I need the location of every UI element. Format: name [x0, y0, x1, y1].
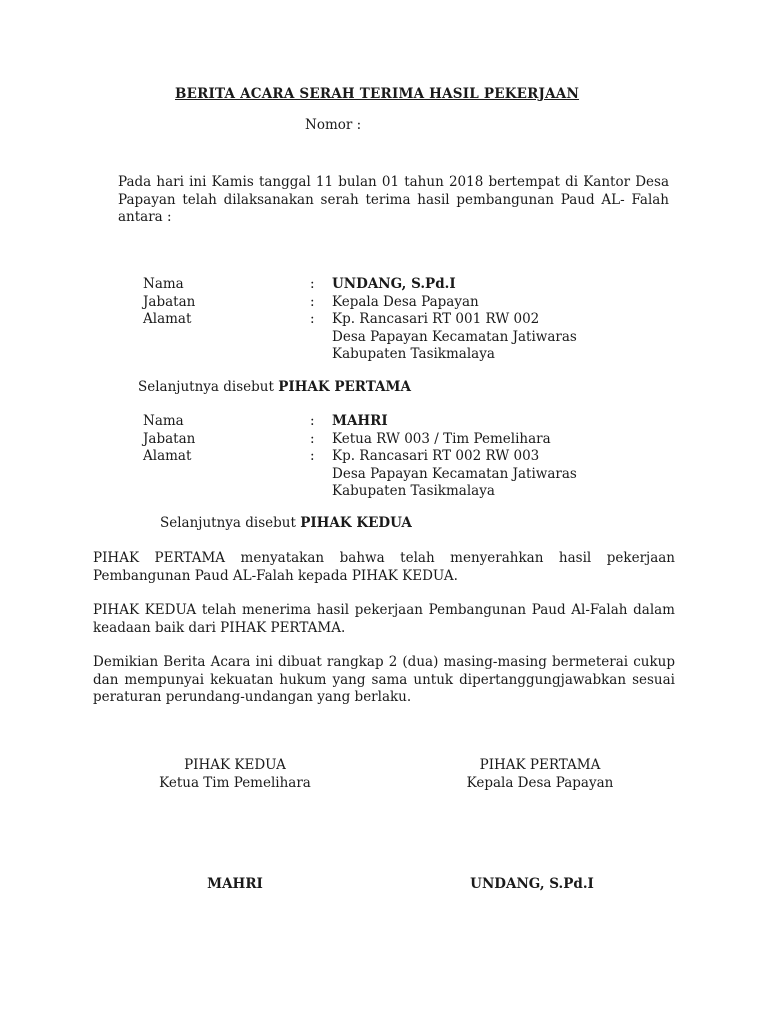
pihak-kedua-nama: MAHRI [332, 413, 388, 429]
signature-left-position: Ketua Tim Pemelihara [159, 775, 311, 791]
pihak-kedua-alamat-row [143, 448, 643, 466]
jabatan-label: Jabatan [143, 293, 196, 310]
alamat-label: Alamat [143, 311, 192, 327]
selanjutnya-pihak-pertama [138, 379, 411, 395]
separator: : [310, 448, 315, 464]
jabatan-label: Jabatan [143, 430, 196, 447]
selanjutnya-prefix: Selanjutnya disebut [160, 515, 301, 531]
separator: : [310, 276, 315, 292]
separator: : [310, 311, 315, 327]
alamat-label: Alamat [143, 448, 192, 464]
signature-block-right [430, 756, 650, 792]
selanjutnya-pihak-kedua [160, 515, 412, 531]
separator: : [310, 293, 315, 310]
pihak-pertama-alamat-2: Desa Papayan Kecamatan Jatiwaras [332, 328, 577, 345]
pihak-kedua-designation: PIHAK KEDUA [300, 515, 412, 531]
separator: : [310, 413, 315, 429]
pihak-pertama-designation: PIHAK PERTAMA [278, 379, 411, 395]
pihak-kedua-jabatan: Ketua RW 003 / Tim Pemelihara [332, 430, 551, 447]
nomor-label: Nomor : [305, 117, 362, 133]
pihak-pertama-alamat-row [143, 311, 643, 329]
pihak-pertama-details [143, 276, 643, 364]
pihak-pertama-nama: UNDANG, S.Pd.I [332, 276, 456, 292]
pihak-pertama-jabatan-row [143, 294, 643, 312]
body-paragraph-1: PIHAK PERTAMA menyatakan bahwa telah menyerahkan hasil pekerjaan Pembangunan Paud AL-Falah kepada PIHAK KEDUA. [93, 550, 675, 584]
nama-label: Nama [143, 413, 184, 429]
pihak-pertama-jabatan: Kepala Desa Papayan [332, 293, 479, 310]
pihak-kedua-alamat-1: Kp. Rancasari RT 002 RW 003 [332, 448, 540, 464]
document-title: BERITA ACARA SERAH TERIMA HASIL PEKERJAAN [175, 86, 580, 102]
signature-right-name: UNDANG, S.Pd.I [470, 876, 594, 892]
signature-right-position: Kepala Desa Papayan [466, 775, 614, 791]
body-paragraph-2: PIHAK KEDUA telah menerima hasil pekerjaan Pembangunan Paud Al-Falah dalam keadaan baik dari PIHAK PERTAMA. [93, 602, 675, 636]
pihak-kedua-details [143, 413, 643, 501]
pihak-kedua-jabatan-row [143, 431, 643, 449]
intro-paragraph: Pada hari ini Kamis tanggal 11 bulan 01 tahun 2018 bertempat di Kantor Desa Papayan telah dilaksanakan serah terima hasil pembangunan Paud AL- Falah antara : [118, 174, 669, 225]
pihak-pertama-alamat-3: Kabupaten Tasikmalaya [332, 346, 495, 362]
body-paragraph-3: Demikian Berita Acara ini dibuat rangkap 2 (dua) masing-masing bermeterai cukup dan mempunyai kekuatan hukum yang sama untuk dipertanggungjawabkan sesuai peraturan perundang-undangan yang berlaku. [93, 654, 675, 705]
signature-left-name: MAHRI [207, 876, 263, 892]
pihak-pertama-nama-row [143, 276, 643, 294]
selanjutnya-prefix: Selanjutnya disebut [138, 379, 279, 395]
pihak-pertama-alamat-1: Kp. Rancasari RT 001 RW 002 [332, 311, 540, 327]
separator: : [310, 430, 315, 447]
pihak-kedua-alamat-3: Kabupaten Tasikmalaya [332, 483, 495, 499]
signature-right-role: PIHAK PERTAMA [479, 757, 601, 773]
pihak-kedua-alamat-2: Desa Papayan Kecamatan Jatiwaras [332, 465, 577, 482]
signature-block-left [125, 756, 345, 792]
pihak-kedua-nama-row [143, 413, 643, 431]
signature-left-role: PIHAK KEDUA [184, 757, 286, 773]
nama-label: Nama [143, 276, 184, 292]
